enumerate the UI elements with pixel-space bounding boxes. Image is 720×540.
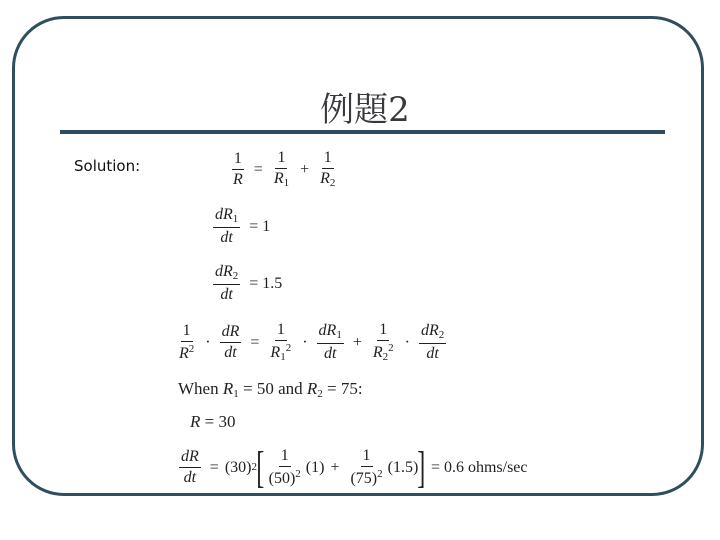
equation-dr2-dt: $\frac{dR_2}{dt}$ = 1.5 [215, 263, 283, 303]
given-values-line: When $R_1 = 50$ and $R_2 = 75$: [178, 379, 363, 400]
equation-dr1-dt: $\frac{dR_1}{dt}$ = 1 [215, 206, 271, 246]
title-underline [60, 130, 665, 134]
equation-reciprocal-resistance: $\frac{1}{R}$ = $\frac{1}{R_1}$ + $\frac{1}{R_2}$ [233, 149, 336, 189]
equation-r-value: R = 30 [190, 412, 236, 431]
equation-final-result: $\frac{dR}{dt}$ = (30) 2 [ $\frac{1}{(50)^2}$ (1) + $\frac{1}{(75)^2}$ (1.5) ] = 0.6 ohms/sec [181, 442, 528, 492]
slide-title: 例題2 [320, 90, 410, 130]
solution-label: Solution: [74, 157, 141, 175]
equation-differentiated: $\frac{1}{R^2}$ · $\frac{dR}{dt}$ = $\frac{1}{R_1^2}$ · $\frac{dR_1}{dt}$ + $\frac{1}{R_2^2}$ · $\frac{dR_2}{dt}$ [179, 321, 445, 363]
